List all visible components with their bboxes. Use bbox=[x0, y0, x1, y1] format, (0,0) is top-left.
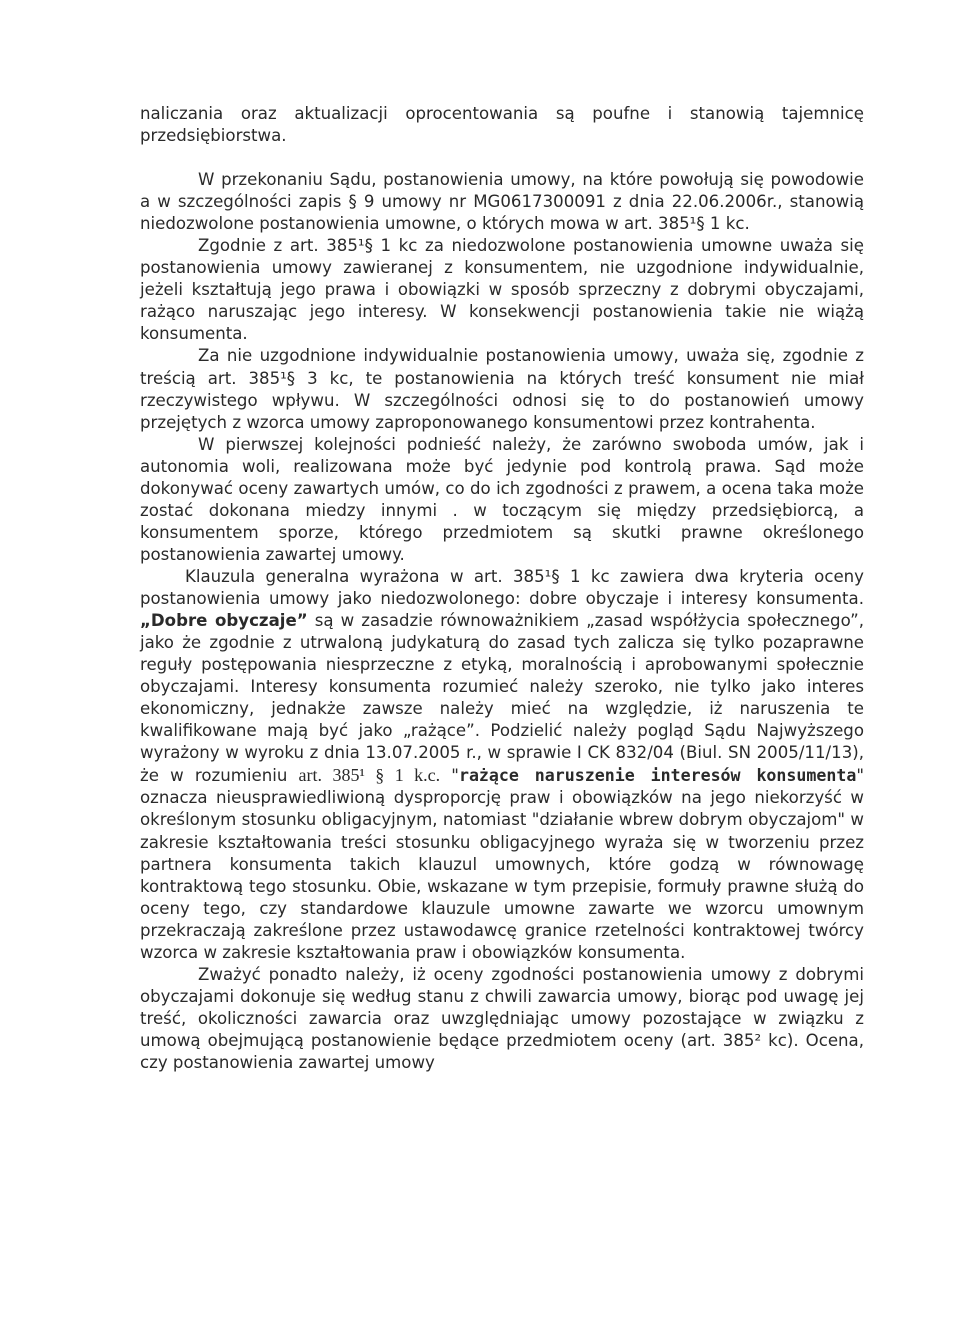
paragraph-art-385-3: Za nie uzgodnione indywidualnie postanowienia umowy, uważa się, zgodnie z treścią art. 385¹§ 3 kc, te postanowienia na których treść konsument nie miał rzeczywistego wpływu. W szczególności odnosi się to do postanowień umowy przejętych z wzorca umowy zaproponowanego konsumentowi przez kontrahenta. bbox=[140, 346, 864, 432]
paragraph-assessment-timing: Zważyć ponadto należy, iż oceny zgodności postanowienia umowy z dobrymi obyczajami dokonuje się według stanu z chwili zawarcia umowy, biorąc pod uwagę jej treść, okoliczności zawarcia oraz uwzględniając umowy pozostające w związku z umową obejmującą postanowienie będące przedmiotem oceny (art. 385² kc). Ocena, czy postanowienia zawartej umowy bbox=[140, 964, 864, 1072]
document-body bbox=[140, 103, 864, 1074]
paragraph-continuation: naliczania oraz aktualizacji oprocentowania są poufne i stanowią tajemnicę przedsiębiorstwa. bbox=[140, 104, 864, 146]
paragraph-general-clause bbox=[140, 566, 864, 964]
good-customs-term: „Dobre obyczaje” bbox=[140, 611, 308, 631]
general-clause-conclusion: " oznacza nieusprawiedliwioną dysproporcję praw i obowiązków na jego niekorzyść w określonym stosunku obligacyjnym, natomiast "działanie wbrew dobrym obyczajom" w zakresie kształtowania treści stosunku obligacyjnego wyraża się w tworzeniu przez partnera konsumenta takich klauzul umownych, które godzą w równowagę kontraktową tego stosunku. Obie, wskazane w tym przepisie, formuły prawne służą do oceny tego, czy standardowe klauzule umowne zawarte we wzorcu umownym przekraczają zakreślone przez ustawodawcę granice rzetelności kontraktowej twórcy wzorca w zakresie kształtowania praw i obowiązków konsumenta. bbox=[140, 766, 864, 962]
paragraph-freedom-of-contract: W pierwszej kolejności podnieść należy, że zarówno swoboda umów, jak i autonomia woli, realizowana może być jedynie pod kontrolą prawa. Sąd może dokonywać oceny zawartych umów, co do ich zgodności z prawem, a ocena taka może zostać dokonana miedzy innymi . w toczącym się między przedsiębiorcą, a konsumentem sporze, którego przedmiotem są skutki prawne określonego postanowienia zawartej umowy. bbox=[140, 434, 864, 564]
general-clause-body: są w zasadzie równoważnikiem „zasad współżycia społecznego”, jako że zgodnie z utrwaloną judykaturą do zasad tych zalicza się tylko pozaprawne reguły postępowania niesprzeczne z etyką, moralnością i aprobowanymi społecznie obyczajami. Interesy konsumenta rozumieć należy szeroko, nie tylko jako interes ekonomiczny, jednakże zawsze należy mieć na względzie, iż naruszenia te kwalifikowane mają być jako „rażące”. Podzielić należy pogląd Sądu Najwyższego wyrażony w wyroku z dnia 13.07.2005 r., w sprawie I CK 832/04 (Biul. SN 2005/11/13), że w rozumieniu bbox=[140, 611, 864, 786]
paragraph-court-opinion: W przekonaniu Sądu, postanowienia umowy, na które powołują się powodowie a w szczególności zapis § 9 umowy nr MG0617300091 z dnia 22.06.2006r., stanowią niedozwolone postanowienia umowne, o których mowa w art. 385¹§ 1 kc. bbox=[140, 170, 864, 234]
gross-violation-term: rażące naruszenie interesów konsumenta bbox=[458, 766, 857, 786]
article-reference: art. 385¹ § 1 k.c. bbox=[298, 765, 441, 786]
quote-open: " bbox=[440, 766, 459, 786]
paragraph-art-385-1: Zgodnie z art. 385¹§ 1 kc za niedozwolone postanowienia umowne uważa się postanowienia umowy zawieranej z konsumentem, nie uzgodnione indywidualnie, jeżeli kształtują jego prawa i obowiązki w sposób sprzeczny z dobrymi obyczajami, rażąco naruszając jego interesy. W konsekwencji postanowienia takie nie wiążą konsumenta. bbox=[140, 236, 864, 344]
general-clause-intro: Klauzula generalna wyrażona w art. 385¹§ 1 kc zawiera dwa kryteria oceny postanowienia umowy jako niedozwolonego: dobre obyczaje i interesy konsumenta. bbox=[140, 566, 864, 608]
